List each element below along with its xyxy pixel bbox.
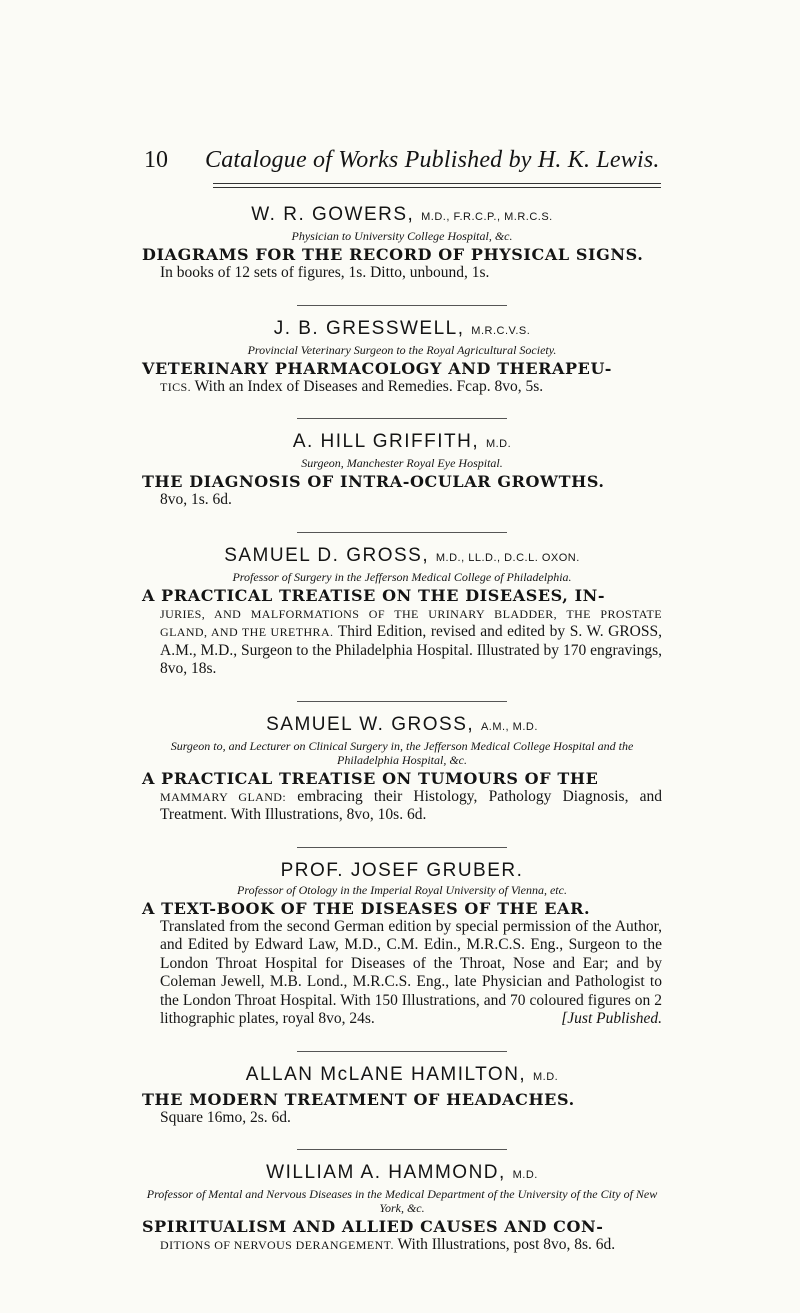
author-degrees: M.R.C.V.S. [471, 324, 531, 337]
author-degrees: M.D. [512, 1169, 538, 1181]
author-affiliation: Professor of Surgery in the Jefferson Medical College of Philadelphia. [232, 569, 572, 584]
author-name: J. B. GRESSWELL, [273, 317, 465, 339]
author-affiliation: Surgeon, Manchester Royal Eye Hospital. [301, 456, 503, 470]
entry-separator [297, 1051, 507, 1052]
entry-separator [297, 418, 507, 419]
entry-separator [297, 532, 507, 533]
author-degrees: M.D., F.R.C.P., M.R.C.S. [421, 211, 553, 223]
book-description: 8vo, 1s. 6d. [160, 491, 232, 508]
author-line [142, 431, 662, 455]
book-title: A PRACTICAL TREATISE ON TUMOURS OF THE [142, 768, 599, 788]
author-name: PROF. JOSEF GRUBER. [280, 859, 524, 881]
catalogue-entry [142, 1064, 662, 1128]
book-title: A TEXT-BOOK OF THE DISEASES OF THE EAR. [142, 898, 591, 918]
book-title: DIAGRAMS FOR THE RECORD OF PHYSICAL SIGNS. [142, 245, 644, 264]
book-description: Translated from the second German edition by special permission of the Author, and Edited by Edward Law, M.D., C.M. Edin., M.R.C.S. Eng., Surgeon to the London Throat Hospital for Diseases of the Throat, Nose and Ear; and by Coleman Jewell, M.B. Lond., M.R.C.S. Eng., late Physician and Pathologist to the London Throat Hospital. With 150 Illustrations, and 70 coloured figures on 2 lithographic plates, royal 8vo, 24s. [Just Published. [160, 917, 662, 1027]
book-title: A PRACTICAL TREATISE ON THE DISEASES, IN- [142, 585, 606, 605]
book-title: SPIRITUALISM AND ALLIED CAUSES AND CON- [142, 1217, 604, 1236]
header-rule [213, 183, 661, 188]
author-line [142, 318, 662, 342]
catalogue-entry [142, 714, 662, 825]
author-name: ALLAN McLANE HAMILTON, [245, 1063, 527, 1085]
author-affiliation: Professor of Mental and Nervous Diseases in the Medical Department of the University of the City of New York, &c. [146, 1187, 658, 1215]
author-affiliation: Surgeon to, and Lecturer on Clinical Surgery in, the Jefferson Medical College Hospital and the Philadelphia Hospital, &c. [170, 738, 634, 767]
catalogue-entry [142, 318, 662, 397]
author-line [142, 545, 662, 569]
author-affiliation: Physician to University College Hospital, &c. [291, 229, 513, 243]
entry-separator [297, 701, 507, 702]
book-title: VETERINARY PHARMACOLOGY AND THERAPEU- [142, 358, 612, 378]
author-affiliation: Professor of Otology in the Imperial Royal University of Vienna, etc. [237, 882, 567, 897]
catalogue-entry [142, 204, 662, 283]
author-name: SAMUEL D. GROSS, [224, 544, 430, 566]
catalogue-entry [142, 860, 662, 1029]
book-description: DITIONS OF NERVOUS DERANGEMENT. With Illustrations, post 8vo, 8s. 6d. [160, 1236, 616, 1253]
catalogue-entry [142, 1162, 662, 1255]
author-degrees: M.D. [485, 438, 512, 450]
author-name: W. R. GOWERS, [251, 204, 415, 225]
publication-note: [Just Published. [561, 1010, 662, 1027]
entry-separator [297, 305, 507, 306]
author-name: WILLIAM A. HAMMOND, [266, 1162, 506, 1183]
book-description: Square 16mo, 2s. 6d. [160, 1108, 291, 1126]
author-line [142, 860, 662, 882]
author-line [142, 1064, 662, 1088]
catalogue-entry [142, 545, 662, 679]
author-name: A. HILL GRIFFITH, [292, 431, 480, 452]
author-degrees: M.D., LL.D., D.C.L. OXON. [435, 551, 580, 564]
author-name: SAMUEL W. GROSS, [266, 713, 475, 735]
book-title: THE MODERN TREATMENT OF HEADACHES. [142, 1089, 575, 1109]
author-line [142, 1162, 662, 1186]
page-header [0, 146, 800, 176]
book-description: MAMMARY GLAND: embracing their Histology, Pathology Diagnosis, and Treatment. With Illustrations, 8vo, 10s. 6d. [160, 787, 662, 823]
running-title: Catalogue of Works Published by H. K. Lewis. [205, 147, 660, 173]
book-title: THE DIAGNOSIS OF INTRA-OCULAR GROWTHS. [142, 472, 605, 491]
entry-separator [297, 847, 507, 848]
author-affiliation: Provincial Veterinary Surgeon to the Royal Agricultural Society. [247, 342, 557, 357]
entry-separator [297, 1149, 507, 1150]
catalogue-list [142, 196, 662, 1255]
book-description: TICS. With an Index of Diseases and Remedies. Fcap. 8vo, 5s. [160, 377, 544, 395]
book-description: JURIES, AND MALFORMATIONS OF THE URINARY BLADDER, THE PROSTATE GLAND, AND THE URETHRA. Third Edition, revised and edited by S. W. GROSS, A.M., M.D., Surgeon to the Philadelphia Hospital. Illustrated by 170 engravings, 8vo, 18s. [160, 606, 662, 677]
author-line [142, 204, 662, 228]
author-degrees: A.M., M.D. [480, 720, 538, 733]
author-line [142, 714, 662, 738]
book-description: In books of 12 sets of figures, 1s. Ditto, unbound, 1s. [160, 264, 490, 281]
author-degrees: M.D. [532, 1070, 559, 1083]
page-number: 10 [144, 147, 168, 173]
catalogue-entry [142, 431, 662, 510]
